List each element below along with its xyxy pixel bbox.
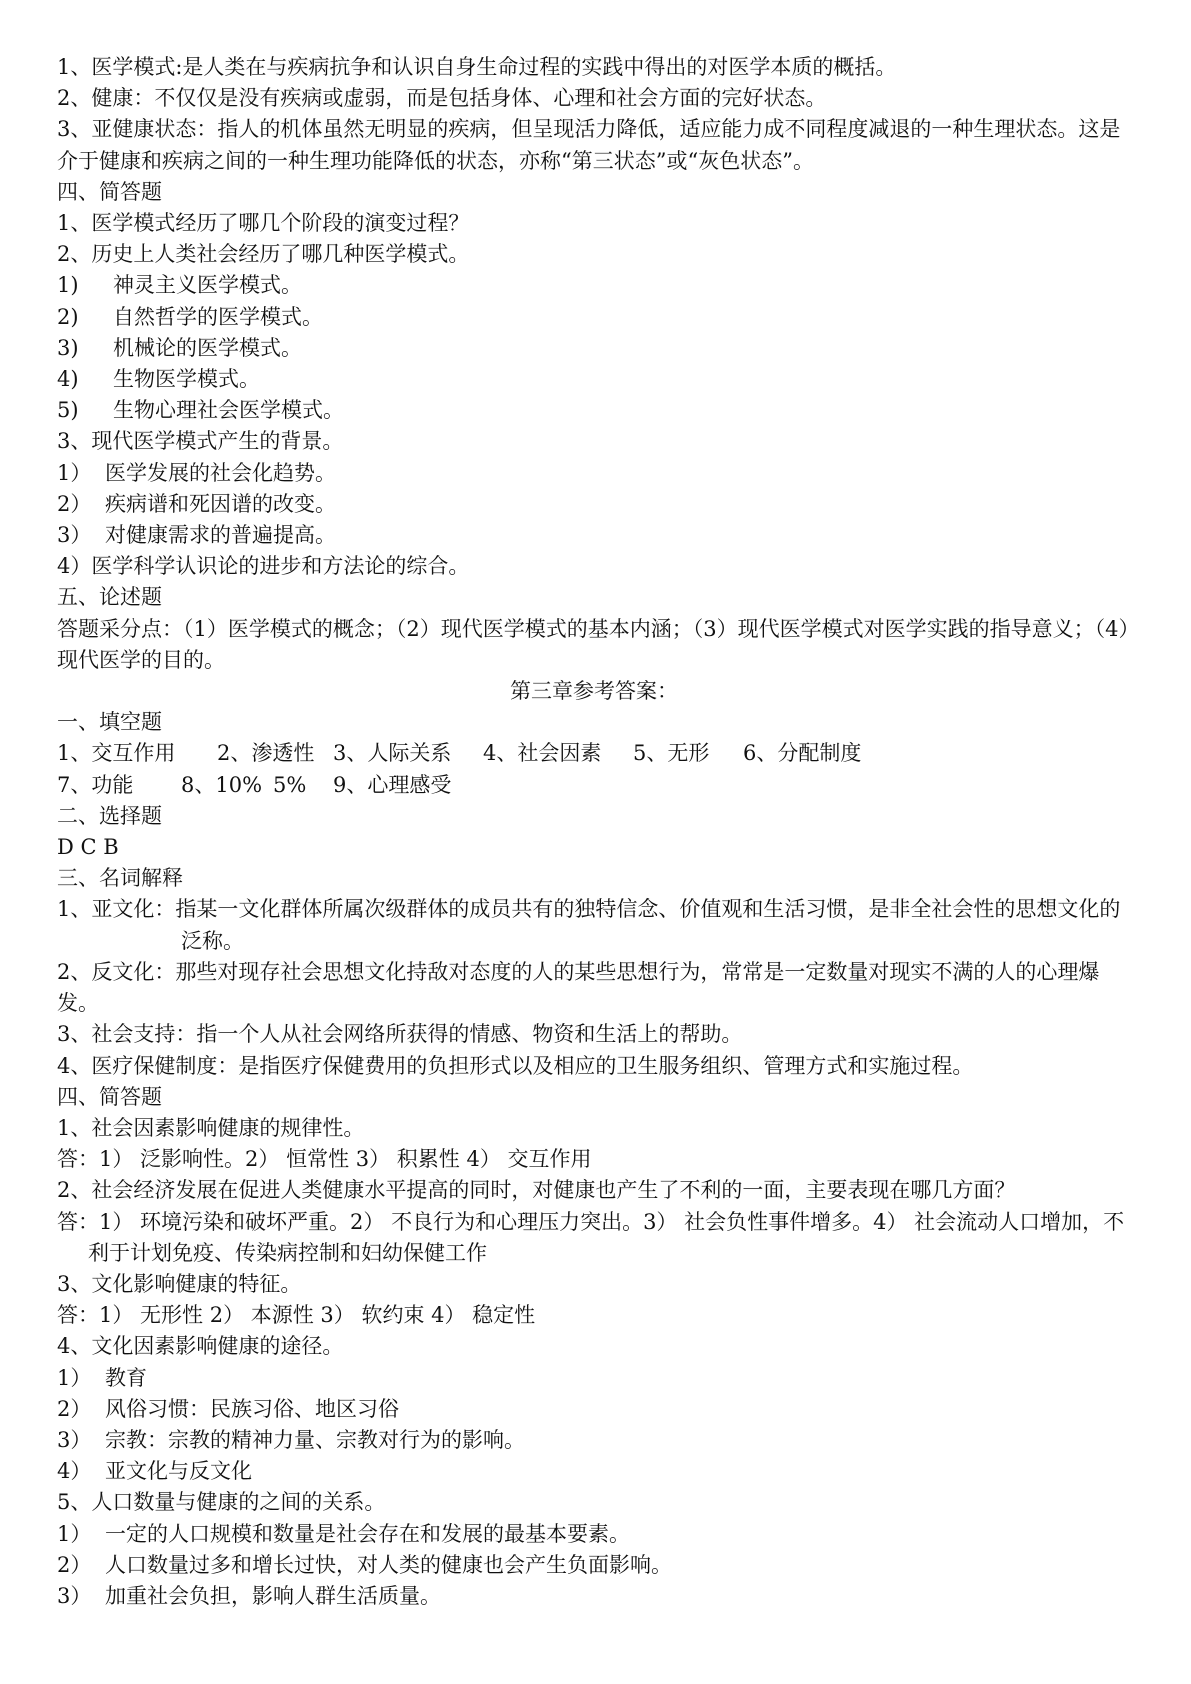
list-item-number: 3) (57, 335, 79, 360)
list-item-number: 2） (57, 1396, 92, 1421)
list-item (57, 1581, 1131, 1612)
list-item-text: 对健康需求的普遍提高。 (105, 523, 336, 548)
question: 2、历史上人类社会经历了哪几种医学模式。 (57, 242, 470, 267)
list-item-text: 加重社会负担，影响人群生活质量。 (105, 1583, 441, 1608)
list-item (57, 1425, 1131, 1456)
section-heading-multiple-choice: 二、选择题 (57, 803, 162, 828)
list-item-number: 5) (57, 398, 79, 423)
list-item-number: 4) (57, 367, 79, 392)
list-item (57, 270, 1131, 301)
fill-answer: 7、功能 (57, 772, 134, 797)
essay-scoring-points: 答题采分点：（1）医学模式的概念；（2）现代医学模式的基本内涵；（3）现代医学模式对医学实践的指导意义；（4）现代医学的目的。 (57, 616, 1129, 672)
list-item-number: 2） (57, 491, 92, 516)
definition-health: 2、健康：不仅仅是没有疾病或虚弱，而是包括身体、心理和社会方面的完好状态。 (57, 86, 827, 111)
answer: 答：1） 泛影响性。2） 恒常性 3） 积累性 4） 交互作用 (57, 1147, 592, 1172)
fill-blank-answers-row (57, 738, 1131, 769)
list-item: 4）医学科学认识论的进步和方法论的综合。 (57, 554, 470, 579)
question: 3、现代医学模式产生的背景。 (57, 429, 344, 454)
list-item-text: 风俗习惯：民族习俗、地区习俗 (105, 1396, 399, 1421)
question: 1、社会因素影响健康的规律性。 (57, 1115, 365, 1140)
fill-answer: 9、心理感受 (333, 772, 452, 797)
term-definition-health-care-system: 4、医疗保健制度：是指医疗保健费用的负担形式以及相应的卫生服务组织、管理方式和实施过程。 (57, 1053, 974, 1078)
fill-answer: 5、无形 (633, 741, 710, 766)
definition-medical-model: 1、医学模式:是人类在与疾病抗争和认识自身生命过程的实践中得出的对医学本质的概括。 (57, 55, 897, 79)
list-item-text: 生物心理社会医学模式。 (113, 398, 344, 423)
list-item-number: 2） (57, 1552, 92, 1577)
question: 1、医学模式经历了哪几个阶段的演变过程？ (57, 211, 470, 236)
section-heading-fill-blank: 一、填空题 (57, 710, 162, 735)
list-item (57, 489, 1131, 520)
list-item (57, 395, 1131, 426)
fill-answer: 4、社会因素 (483, 741, 602, 766)
term-definition-counterculture: 2、反文化：那些对现存社会思想文化持敌对态度的人的某些思想行为，常常是一定数量对现实不满的人的心理爆发。 (57, 959, 1100, 1016)
list-item-number: 3） (57, 1427, 92, 1452)
list-item (57, 1519, 1131, 1550)
section-heading-term-definitions: 三、名词解释 (57, 866, 183, 891)
list-item-number: 1） (57, 460, 92, 485)
fill-blank-answers-row (57, 770, 1131, 801)
list-item-text: 生物医学模式。 (113, 367, 260, 392)
list-item (57, 1550, 1131, 1581)
list-item (57, 1394, 1131, 1425)
list-item (57, 1363, 1131, 1394)
list-item-number: 3） (57, 523, 92, 548)
answer: 答：1） 无形性 2） 本源性 3） 软约束 4） 稳定性 (57, 1303, 536, 1328)
list-item (57, 333, 1131, 364)
list-item-text: 宗教：宗教的精神力量、宗教对行为的影响。 (105, 1427, 525, 1452)
section-heading-short-answer: 四、简答题 (57, 1084, 162, 1109)
list-item (57, 458, 1131, 489)
list-item-text: 医学发展的社会化趋势。 (105, 460, 336, 485)
question: 3、文化影响健康的特征。 (57, 1271, 302, 1296)
list-item (57, 364, 1131, 395)
list-item-text: 教育 (105, 1365, 147, 1390)
list-item-text: 亚文化与反文化 (105, 1459, 252, 1484)
fill-answer: 1、交互作用 (57, 741, 176, 766)
question: 2、社会经济发展在促进人类健康水平提高的同时，对健康也产生了不利的一面，主要表现在哪几方面？ (57, 1178, 1016, 1203)
fill-answer: 8、10% (181, 772, 263, 797)
list-item-text: 人口数量过多和增长过快，对人类的健康也会产生负面影响。 (105, 1552, 672, 1577)
list-item-text: 疾病谱和死因谱的改变。 (105, 491, 336, 516)
chapter-title: 第三章参考答案： (510, 679, 678, 704)
answer: 答：1） 环境污染和破坏严重。2） 不良行为和心理压力突出。3） 社会负性事件增多。4） 社会流动人口增加，不利于计划免疫、传染病控制和妇幼保健工作 (57, 1209, 1125, 1265)
list-item-number: 3） (57, 1583, 92, 1608)
section-heading-essay: 五、论述题 (57, 585, 162, 610)
fill-answer: 6、分配制度 (743, 741, 862, 766)
fill-answer: 3、人际关系 (333, 741, 452, 766)
fill-answer: 5% (273, 772, 307, 797)
multiple-choice-answers: D C B (57, 835, 119, 860)
list-item-text: 自然哲学的医学模式。 (113, 304, 323, 329)
fill-answer: 2、渗透性 (217, 741, 315, 766)
list-item-number: 1） (57, 1365, 92, 1390)
list-item-text: 神灵主义医学模式。 (113, 273, 302, 298)
list-item-text: 一定的人口规模和数量是社会存在和发展的最基本要素。 (105, 1521, 630, 1546)
list-item-number: 1) (57, 273, 79, 298)
section-heading-short-answer: 四、简答题 (57, 179, 162, 204)
list-item (57, 302, 1131, 333)
definition-subhealth: 3、亚健康状态：指人的机体虽然无明显的疾病，但呈现活力降低，适应能力成不同程度减退的一种生理状态。这是介于健康和疾病之间的一种生理功能降低的状态，亦称“第三状态”或“灰色状态”。 (57, 117, 1121, 173)
list-item (57, 520, 1131, 551)
term-definition-social-support: 3、社会支持：指一个人从社会网络所获得的情感、物资和生活上的帮助。 (57, 1022, 743, 1047)
list-item-number: 2) (57, 304, 79, 329)
list-item-number: 4） (57, 1459, 92, 1484)
question: 4、文化因素影响健康的途径。 (57, 1334, 344, 1359)
question: 5、人口数量与健康的之间的关系。 (57, 1490, 386, 1515)
list-item-text: 机械论的医学模式。 (113, 335, 302, 360)
list-item (57, 1456, 1131, 1487)
list-item-number: 1） (57, 1521, 92, 1546)
term-definition-subculture: 1、亚文化：指某一文化群体所属次级群体的成员共有的独特信念、价值观和生活习惯，是非全社会性的思想文化的泛称。 (57, 897, 1121, 953)
